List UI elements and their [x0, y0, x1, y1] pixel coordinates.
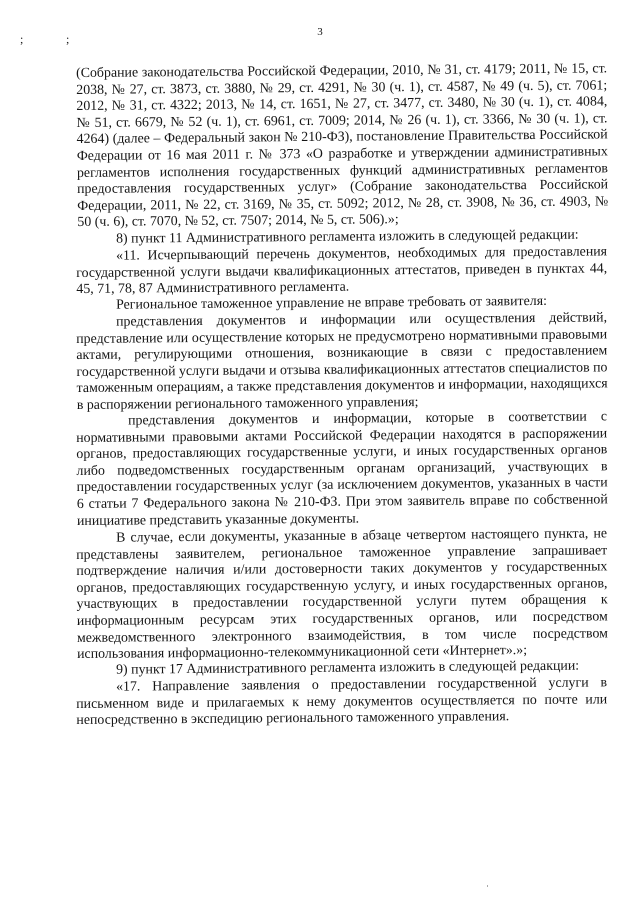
paragraph-clause-11: «11. Исчерпывающий перечень документов, необходимых для предоставления государственной услуги выдачи квалификационных аттестатов, приведен в пунктах 44, 45, 71, 78, 87 Административного регламента. — [76, 243, 608, 297]
paragraph-restriction-documents: представления документов и информации, которые в соответствии с нормативными правовыми актами Российской Федерации находятся в распоряжении органов, предоставляющих государственные услуги, и иных государственных органов либо подведомственных государственным органам организаций, участвующих в предоставлении государственных услуг (за исключением документов, указанных в части 6 статьи 7 Федерального закона № 210-ФЗ. При этом заявитель вправе по собственной инициативе представить указанные документы. — [76, 409, 608, 530]
paragraph-item-8: 8) пункт 11 Административного регламента изложить в следующей редакции: — [115, 227, 579, 247]
margin-mark: ; — [66, 32, 70, 46]
margin-mark: ʿ — [486, 884, 489, 894]
paragraph-restriction-actions: представления документов и информации или осуществления действий, представление или осуществление которых не предусмотрено нормативными правовыми актами, регулирующими отношения, возникающие в связи с предоставлением государственной услуги выдачи и отзыва квалификационных аттестатов специалистов по таможенным операциям, а также представления документов и информации, находящихся в распоряжении регионального таможенного управления; — [76, 310, 608, 413]
paragraph-restriction-intro: Региональное таможенное управление не вправе требовать от заявителя: — [115, 294, 548, 313]
paragraph-clause-17: «17. Направление заявления о предоставлении государственной услуги в письменном виде и прилагаемых к нему документов осуществляется по почте или непосредственно в экспедицию регионального таможенного управления. — [76, 675, 608, 729]
paragraph-legal-references: (Собрание законодательства Российской Федерации, 2010, № 31, ст. 4179; 2011, № 15, ст. 2038, № 27, ст. 3873, ст. 3880, № 29, ст. 4291, № 30 (ч. 1), ст. 4587, № 49 (ч. 5), ст. 7061; 2012, № 31, ст. 4322; 2013, № 14, ст. 1651, № 27, ст. 3477, ст. 3480, № 30 (ч. 1), ст. 4084, № 51, ст. 6679, № 52 (ч. 1), ст. 6961, ст. 7009; 2014, № 26 (ч. 1), ст. 3366, № 30 (ч. 1), ст. 4264) (далее – Федеральный закон № 210-ФЗ), постановление Правительства Российской Федерации от 16 мая 2011 г. № 373 «О разработке и утверждении административных регламентов исполнения государственных функций административных регламентов предоставления государственных услуг» (Собрание законодательства Российской Федерации, 2011, № 22, ст. 3169, № 35, ст. 5092; 2012, № 28, ст. 3908, № 36, ст. 4903, № 50 (ч. 6), ст. 7070, № 52, ст. 7507; 2014, № 5, ст. 506).»; — [76, 61, 609, 231]
paragraph-interagency-request: В случае, если документы, указанные в абзаце четвертом настоящего пункта, не представлены заявителем, региональное таможенное управление запрашивает подтверждение наличия и/или достоверности таких документов у государственных органов, предоставляющих государственную услугу, и иных государственных органов, участвующих в предоставлении государственной услуги путем обращения к информационным ресурсам этих государственных органов, или посредством межведомственного электронного взаимодействия, в том числе посредством использования информационно-телекоммуникационной сети «Интернет».»; — [76, 525, 608, 662]
document-body — [76, 61, 609, 730]
margin-mark: ; — [20, 32, 24, 46]
page-number: 3 — [317, 26, 323, 38]
paragraph-item-9: 9) пункт 17 Административного регламента изложить в следующей редакции: — [115, 658, 580, 679]
